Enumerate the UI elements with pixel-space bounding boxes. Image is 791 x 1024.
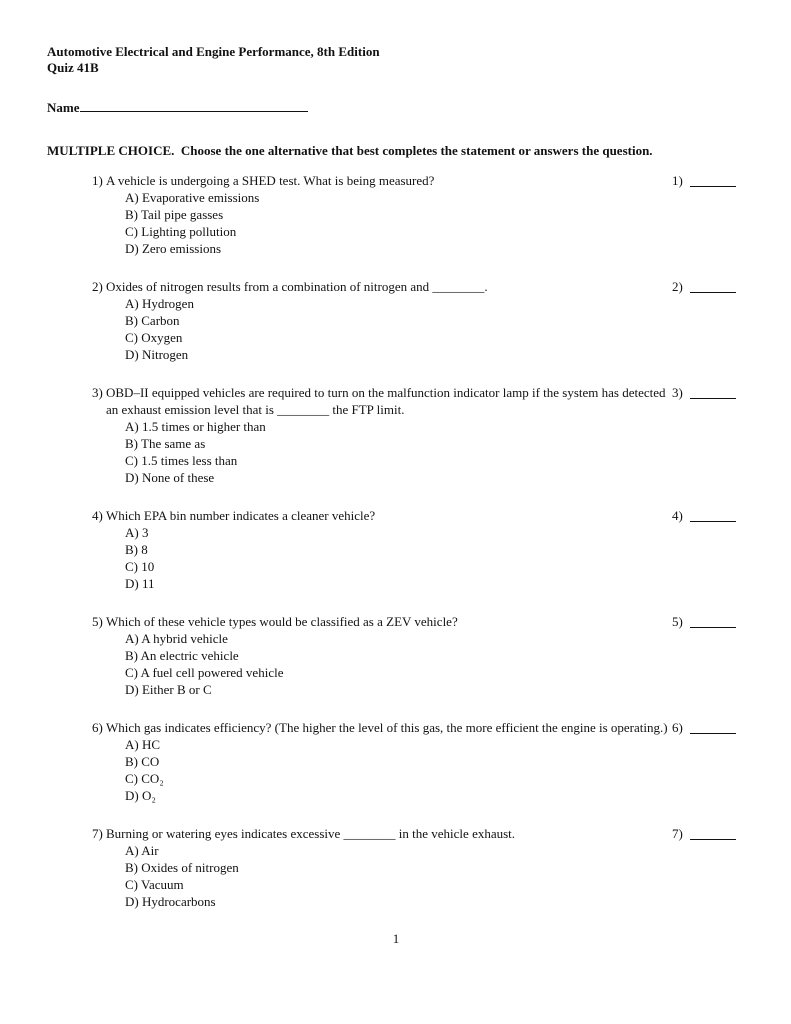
answer-number: 7) [672, 826, 683, 841]
answer-area [672, 172, 746, 189]
page-number: 1 [392, 931, 400, 946]
choice: C) A fuel cell powered vehicle [125, 665, 284, 680]
choices [92, 418, 745, 486]
answer-area [672, 384, 746, 401]
choices [92, 524, 745, 592]
question-text: Which EPA bin number indicates a cleaner vehicle? [106, 508, 376, 523]
choice: A) Air [125, 843, 159, 858]
choice: D) None of these [125, 470, 215, 485]
question-text: Which of these vehicle types would be classified as a ZEV vehicle? [106, 614, 458, 629]
choices [92, 295, 745, 363]
choice: A) HC [125, 737, 161, 752]
answer-number: 4) [672, 508, 683, 523]
choice: D) 11 [125, 576, 155, 591]
choice: C) Oxygen [125, 330, 183, 345]
answer-blank [690, 827, 736, 840]
answer-number: 5) [672, 614, 683, 629]
answer-number: 1) [672, 173, 683, 188]
choice: B) Oxides of nitrogen [125, 860, 239, 875]
choice: C) Lighting pollution [125, 224, 237, 239]
question-number: 7) [92, 826, 103, 841]
answer-blank [690, 509, 736, 522]
question-number: 3) [92, 385, 103, 400]
choice: D) Hydrocarbons [125, 894, 216, 909]
choice: B) The same as [125, 436, 206, 451]
book-title: Automotive Electrical and Engine Performance, 8th Edition [47, 44, 380, 59]
question-number: 5) [92, 614, 103, 629]
question-number: 2) [92, 279, 103, 294]
instructions: MULTIPLE CHOICE. Choose the one alternative that best completes the statement or answers the question. [47, 143, 653, 158]
answer-area [672, 507, 746, 524]
question-list [47, 172, 745, 910]
choice: D) Either B or C [125, 682, 212, 697]
choices [92, 630, 745, 698]
choice: B) CO [125, 754, 160, 769]
question-text: Oxides of nitrogen results from a combination of nitrogen and ________. [106, 279, 488, 294]
question-text: Which gas indicates efficiency? (The higher the level of this gas, the more efficient the engine is operating.) [106, 720, 668, 735]
name-line [80, 98, 308, 112]
answer-blank [690, 615, 736, 628]
choice: D) O₂ [125, 788, 156, 803]
answer-blank [690, 721, 736, 734]
answer-number: 3) [672, 385, 683, 400]
question-2 [92, 278, 745, 363]
question-5 [92, 613, 745, 698]
question-number: 1) [92, 173, 103, 188]
question-number: 6) [92, 720, 103, 735]
choice: B) An electric vehicle [125, 648, 239, 663]
choice: C) CO₂ [125, 771, 164, 786]
question-text: Burning or watering eyes indicates excessive ________ in the vehicle exhaust. [106, 826, 516, 841]
answer-area [672, 613, 746, 630]
choice: C) 10 [125, 559, 155, 574]
choice: D) Nitrogen [125, 347, 189, 362]
answer-number: 2) [672, 279, 683, 294]
choice: A) 3 [125, 525, 149, 540]
answer-blank [690, 386, 736, 399]
choice: B) 8 [125, 542, 148, 557]
quiz-title: Quiz 41B [47, 60, 99, 75]
page-footer [47, 931, 745, 947]
choice: B) Carbon [125, 313, 180, 328]
name-label: Name [47, 100, 80, 115]
name-row [47, 98, 745, 116]
choice: A) Evaporative emissions [125, 190, 260, 205]
answer-area [672, 825, 746, 842]
question-3 [92, 384, 745, 486]
answer-number: 6) [672, 720, 683, 735]
choice: A) 1.5 times or higher than [125, 419, 266, 434]
answer-blank [690, 174, 736, 187]
choice: C) Vacuum [125, 877, 184, 892]
choices [92, 842, 745, 910]
question-text: A vehicle is undergoing a SHED test. What is being measured? [106, 173, 435, 188]
question-1 [92, 172, 745, 257]
choice: B) Tail pipe gasses [125, 207, 224, 222]
choice: D) Zero emissions [125, 241, 222, 256]
question-7 [92, 825, 745, 910]
choices [92, 189, 745, 257]
question-4 [92, 507, 745, 592]
question-number: 4) [92, 508, 103, 523]
question-6 [92, 719, 745, 804]
choice: A) Hydrogen [125, 296, 194, 311]
answer-area [672, 719, 746, 736]
choices [92, 736, 745, 804]
page-header [47, 44, 745, 76]
question-text: OBD–II equipped vehicles are required to turn on the malfunction indicator lamp if the system has detected an exhaust emission level that is ________ the FTP limit. [106, 385, 666, 417]
choice: C) 1.5 times less than [125, 453, 238, 468]
answer-area [672, 278, 746, 295]
answer-blank [690, 280, 736, 293]
choice: A) A hybrid vehicle [125, 631, 228, 646]
